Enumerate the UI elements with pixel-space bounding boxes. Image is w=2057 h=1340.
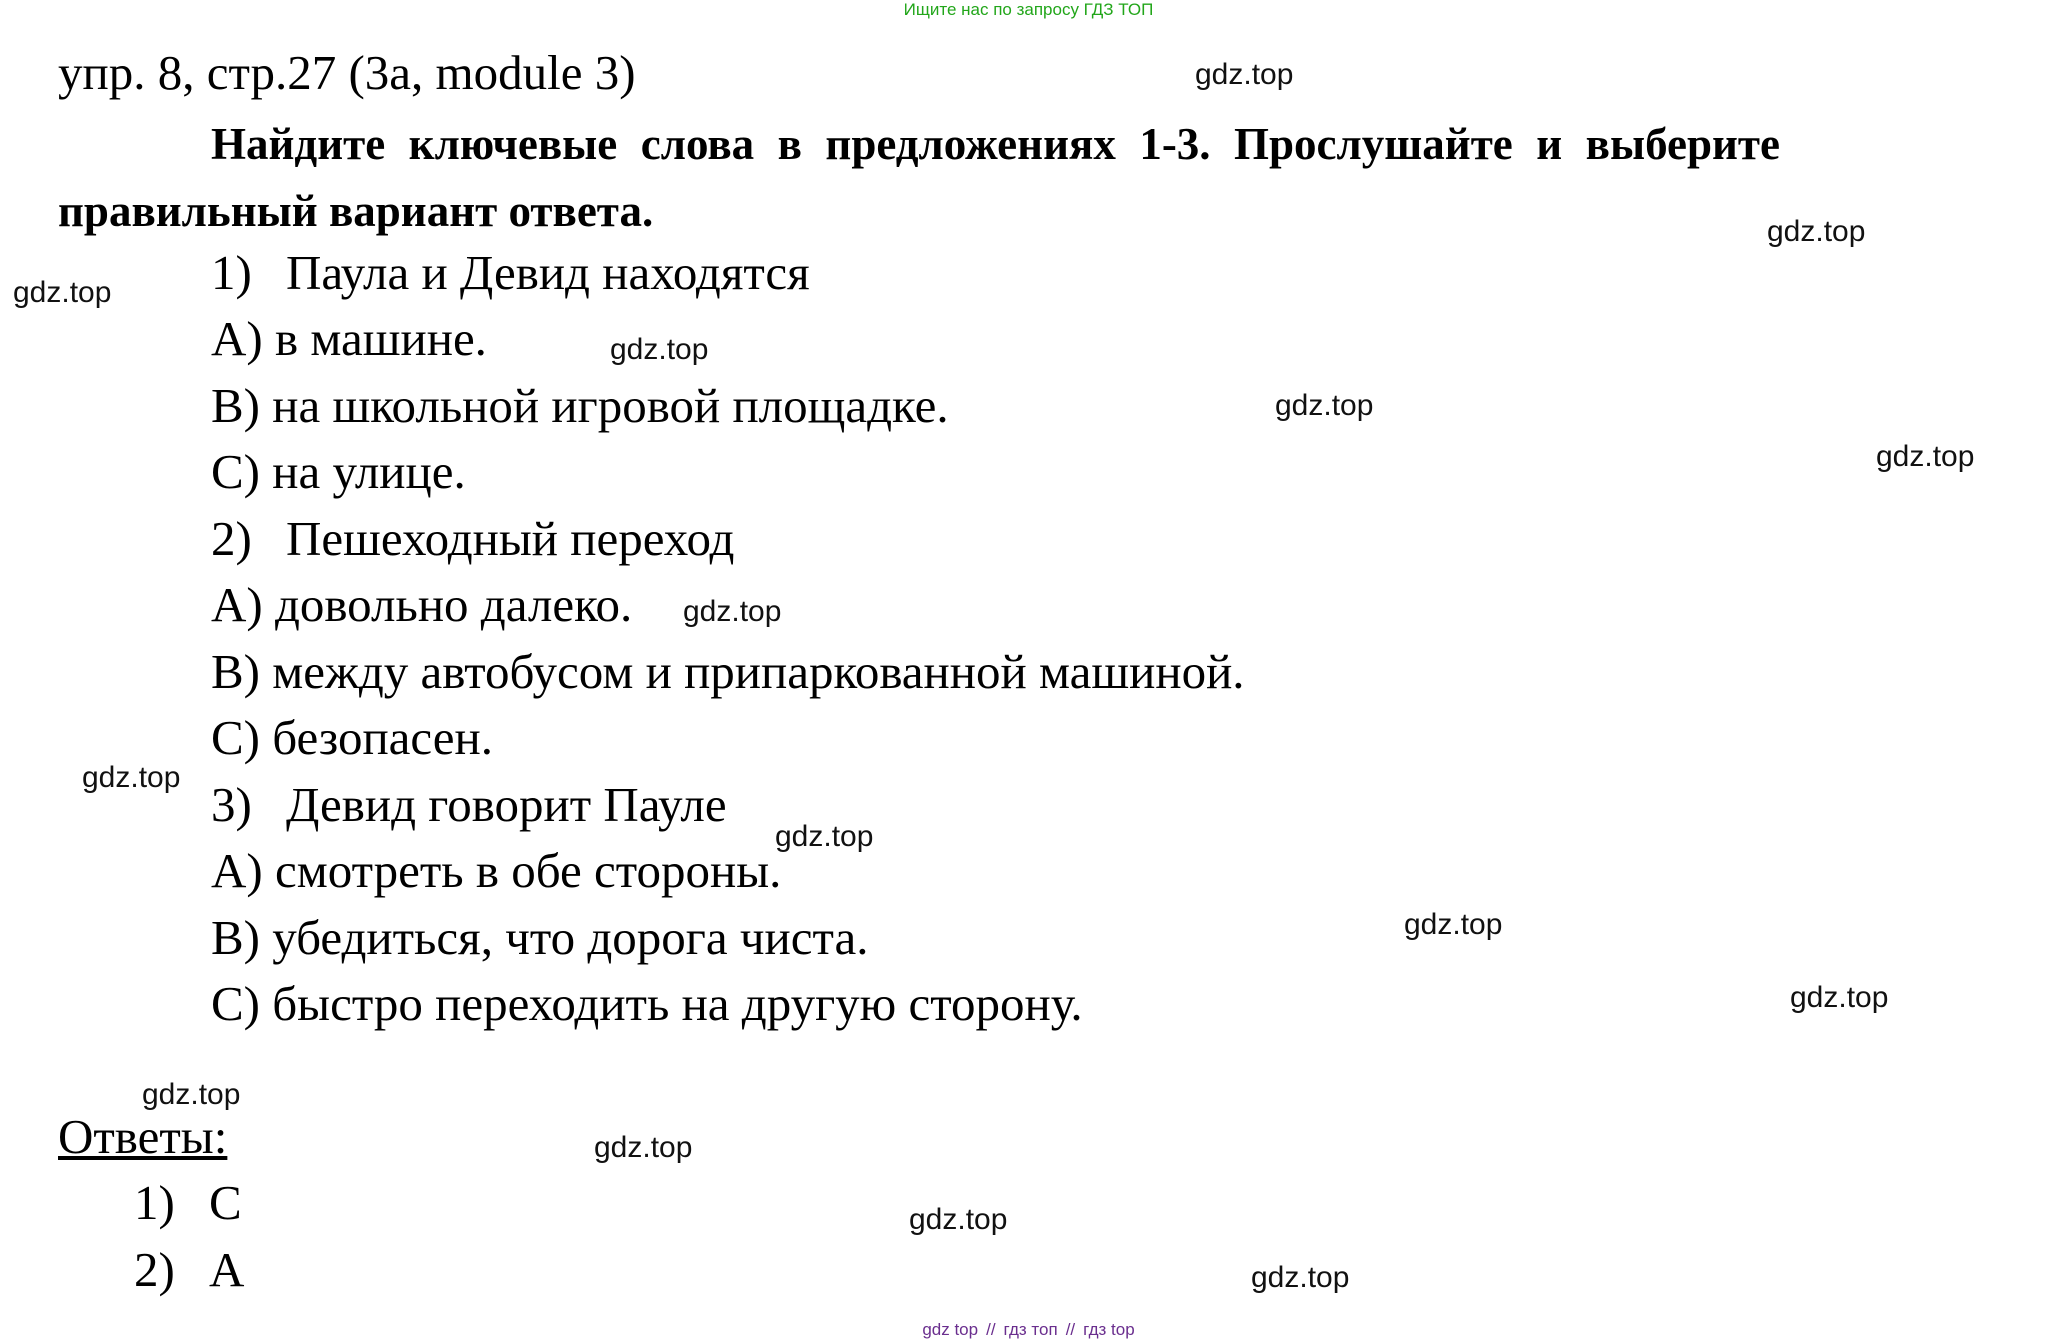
option-1a: A) в машине. bbox=[211, 311, 487, 366]
option-2c: C) безопасен. bbox=[211, 710, 493, 765]
footer-links bbox=[0, 1320, 2057, 1340]
watermark: gdz.top bbox=[1251, 1261, 1350, 1294]
instruction-text: Найдите ключевые слова в предложениях 1-3. Прослушайте и выберите правильный вариант ответа. bbox=[58, 119, 1780, 236]
question-number: 2) bbox=[211, 511, 252, 566]
option-2a: A) довольно далеко. bbox=[211, 577, 633, 632]
answer-value: C bbox=[209, 1175, 242, 1230]
option-1b: B) на школьной игровой площадке. bbox=[211, 378, 949, 433]
answer-value: A bbox=[209, 1242, 245, 1297]
watermark: gdz.top bbox=[594, 1131, 693, 1164]
watermark: gdz.top bbox=[610, 333, 709, 366]
question-text: Пешеходный переход bbox=[286, 511, 735, 566]
watermark: gdz.top bbox=[1767, 215, 1866, 248]
option-1c: C) на улице. bbox=[211, 444, 466, 499]
watermark: gdz.top bbox=[1790, 981, 1889, 1014]
question-text: Девид говорит Пауле bbox=[286, 777, 727, 832]
top-banner[interactable]: Ищите нас по запросу ГДЗ ТОП bbox=[903, 0, 1154, 19]
watermark: gdz.top bbox=[142, 1078, 241, 1111]
answer-number: 2) bbox=[134, 1242, 175, 1297]
watermark: gdz.top bbox=[683, 595, 782, 628]
footer-separator: // bbox=[986, 1320, 996, 1339]
watermark: gdz.top bbox=[775, 820, 874, 853]
option-2b: B) между автобусом и припаркованной машиной. bbox=[211, 644, 1245, 699]
footer-separator: // bbox=[1065, 1320, 1076, 1339]
option-3c: C) быстро переходить на другую сторону. bbox=[211, 976, 1083, 1031]
watermark: gdz.top bbox=[82, 761, 181, 794]
footer-link-2[interactable]: гдз топ bbox=[1003, 1320, 1058, 1339]
watermark: gdz.top bbox=[1876, 440, 1975, 473]
watermark: gdz.top bbox=[1275, 389, 1374, 422]
answers-title: Ответы: bbox=[58, 1109, 228, 1164]
footer-link-1[interactable]: gdz top bbox=[922, 1320, 979, 1339]
watermark: gdz.top bbox=[1195, 58, 1294, 91]
watermark: gdz.top bbox=[1404, 908, 1503, 941]
question-1 bbox=[211, 244, 810, 301]
answer-1 bbox=[134, 1174, 242, 1231]
exercise-header: упр. 8, стр.27 (3a, module 3) bbox=[58, 45, 636, 100]
watermark: gdz.top bbox=[909, 1203, 1008, 1236]
answer-number: 1) bbox=[134, 1175, 175, 1230]
answer-2 bbox=[134, 1241, 244, 1298]
footer-link-3[interactable]: гдз top bbox=[1083, 1320, 1135, 1339]
option-3b: B) убедиться, что дорога чиста. bbox=[211, 910, 869, 965]
question-text: Паула и Девид находятся bbox=[286, 245, 810, 300]
question-3 bbox=[211, 776, 727, 833]
option-3a: A) смотреть в обе стороны. bbox=[211, 843, 782, 898]
watermark: gdz.top bbox=[13, 276, 112, 309]
question-2 bbox=[211, 510, 734, 567]
question-number: 1) bbox=[211, 245, 252, 300]
question-number: 3) bbox=[211, 777, 252, 832]
